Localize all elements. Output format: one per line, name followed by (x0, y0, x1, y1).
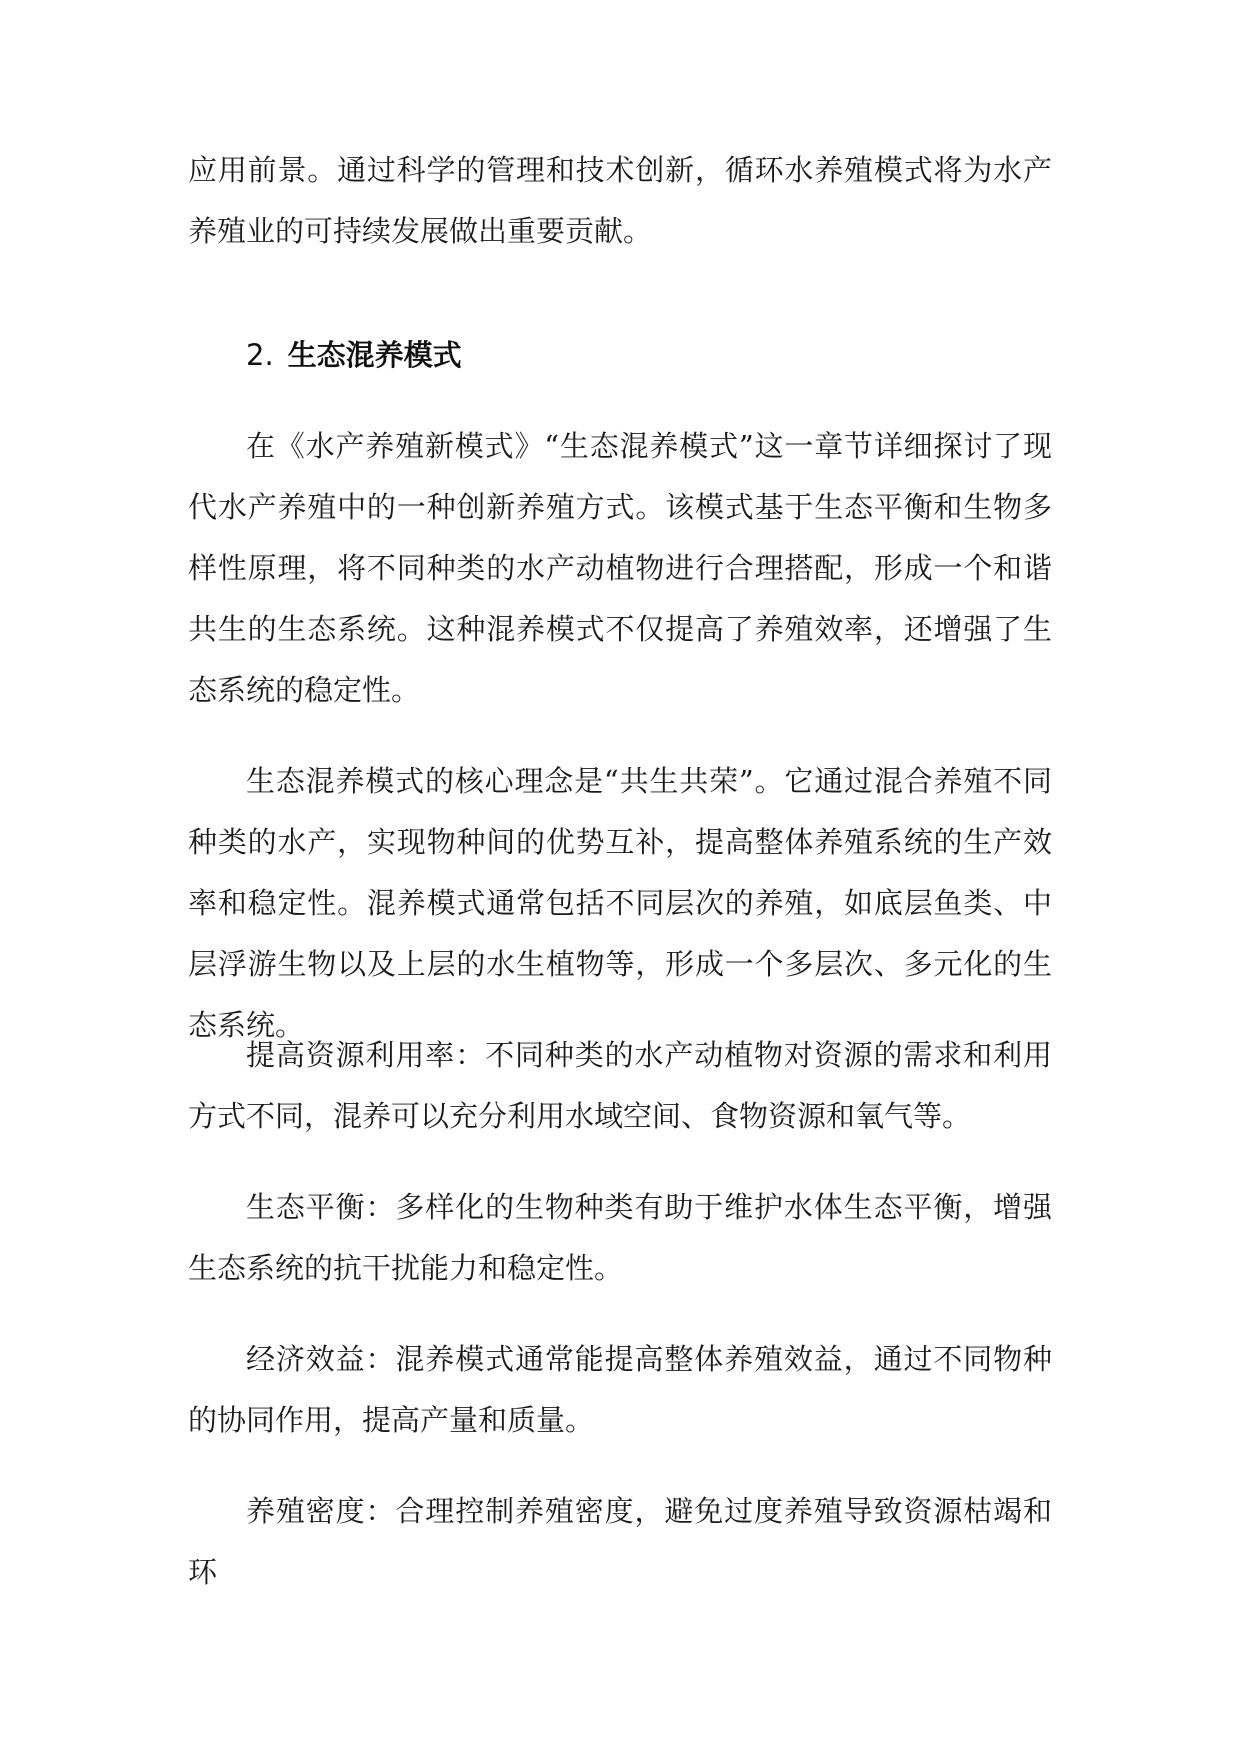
section-number: 2. (246, 338, 274, 372)
body-paragraph-1 (188, 416, 1052, 721)
body-paragraph-4 (188, 1177, 1052, 1299)
paragraph-text: 生态混养模式的核心理念是“共生共荣”。它通过混合养殖不同种类的水产，实现物种间的优势互补，提高整体养殖系统的生产效率和稳定性。混养模式通常包括不同层次的养殖，如底层鱼类、中层浮游生物以及上层的水生植物等，形成一个多层次、多元化的生态系统。 (188, 764, 1052, 1042)
paragraph-text: 经济效益：混养模式通常能提高整体养殖效益，通过不同物种的协同作用，提高产量和质量。 (188, 1342, 1052, 1437)
paragraph-text: 生态平衡：多样化的生物种类有助于维护水体生态平衡，增强生态系统的抗干扰能力和稳定性。 (188, 1190, 1052, 1285)
body-paragraph-2 (188, 751, 1052, 1056)
section-title: 生态混养模式 (287, 338, 462, 372)
section-heading (246, 325, 462, 386)
continuation-text: 应用前景。通过科学的管理和技术创新，循环水养殖模式将为水产养殖业的可持续发展做出重要贡献。 (188, 153, 1052, 248)
body-paragraph-3 (188, 1025, 1052, 1147)
paragraph-text: 养殖密度：合理控制养殖密度，避免过度养殖导致资源枯竭和环 (188, 1494, 1052, 1589)
body-paragraph-5 (188, 1329, 1052, 1451)
continuation-paragraph (188, 140, 1052, 262)
body-paragraph-6 (188, 1481, 1052, 1603)
paragraph-text: 提高资源利用率：不同种类的水产动植物对资源的需求和利用方式不同，混养可以充分利用水域空间、食物资源和氧气等。 (188, 1038, 1052, 1133)
paragraph-text: 在《水产养殖新模式》“生态混养模式”这一章节详细探讨了现代水产养殖中的一种创新养殖方式。该模式基于生态平衡和生物多样性原理，将不同种类的水产动植物进行合理搭配，形成一个和谐共生的生态系统。这种混养模式不仅提高了养殖效率，还增强了生态系统的稳定性。 (188, 429, 1052, 707)
